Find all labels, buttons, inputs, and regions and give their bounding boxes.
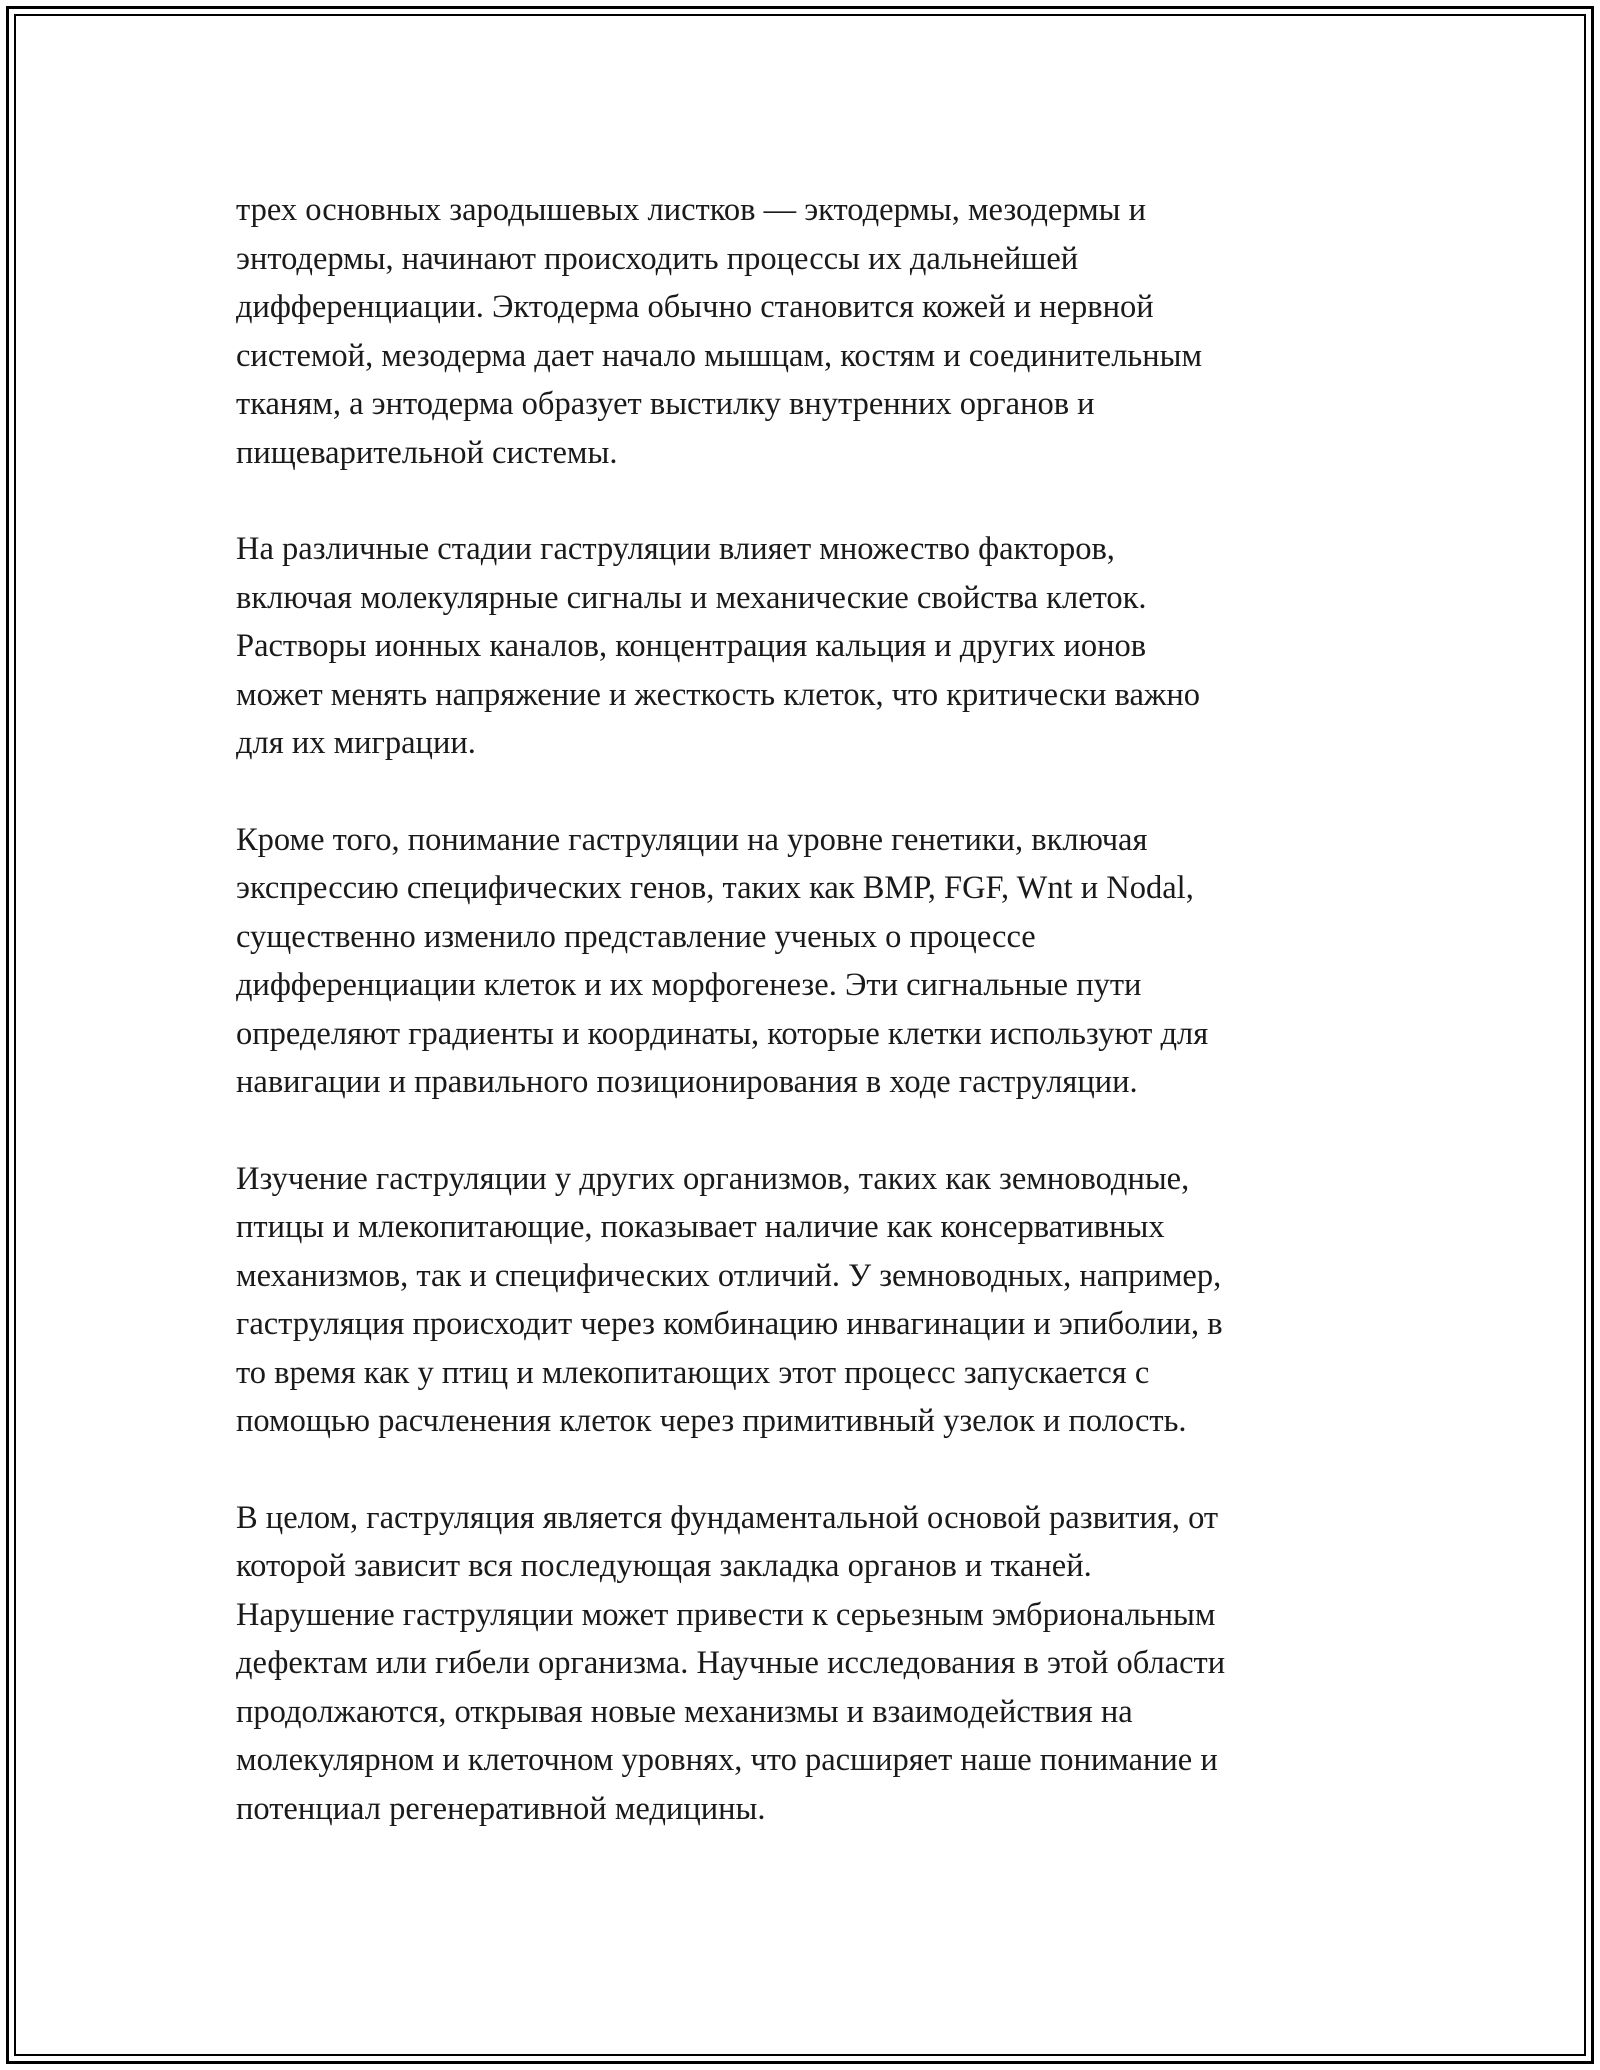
- paragraph-other-organisms: Изучение гаструляции у других организмов, таких как земноводные, птицы и млекопитающие, показывает наличие как консервативных механизмов, так и специфических отличий. У земноводных, например, гаструляция происходит через комбинацию инвагинации и эпиболии, в то время как у птиц и млекопитающих этот процесс запускается с помощью расчленения клеток через примитивный узелок и полость.: [236, 1160, 1223, 1439]
- paragraph-factors: На различные стадии гаструляции влияет множество факторов, включая молекулярные сигналы и механические свойства клеток. Растворы ионных каналов, концентрация кальция и других ионов может менять напряжение и жесткость клеток, что критически важно для их миграции.: [236, 531, 1200, 761]
- paragraph-genetics: Кроме того, понимание гаструляции на уровне генетики, включая экспрессию специфических генов, таких как BMP, FGF, Wnt и Nodal, существенно изменило представление ученых о процессе дифференциации клеток и их морфогенезе. Эти сигнальные пути определяют градиенты и координаты, которые клетки используют для навигации и правильного позиционирования в ходе гаструляции.: [236, 821, 1209, 1100]
- paragraph-conclusion: В целом, гаструляция является фундаментальной основой развития, от которой зависит вся последующая закладка органов и тканей. Нарушение гаструляции может привести к серьезным эмбриональным дефектам или гибели организма. Научные исследования в этой области продолжаются, открывая новые механизмы и взаимодействия на молекулярном и клеточном уровнях, что расширяет наше понимание и потенциал регенеративной медицины.: [236, 1499, 1226, 1827]
- paragraph-germ-layers: трех основных зародышевых листков — эктодермы, мезодермы и энтодермы, начинают происходить процессы их дальнейшей дифференциации. Эктодерма обычно становится кожей и нервной системой, мезодерма дает начало мышцам, костям и соединительным тканям, а энтодерма образует выстилку внутренних органов и пищеварительной системы.: [236, 192, 1203, 471]
- document-body: [236, 186, 1366, 1881]
